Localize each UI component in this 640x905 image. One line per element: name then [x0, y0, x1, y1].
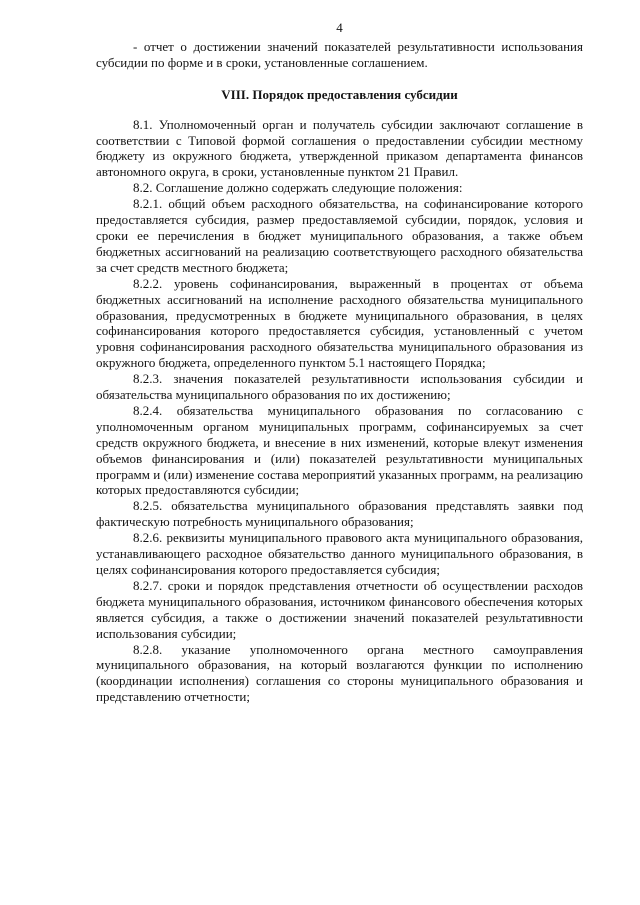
paragraph-8-2-3: 8.2.3. значения показателей результативности использования субсидии и обязательства муниципального образования по их достижению;	[96, 371, 583, 403]
paragraph-8-1: 8.1. Уполномоченный орган и получатель субсидии заключают соглашение в соответствии с Типовой формой соглашения о предоставлении субсидии местному бюджету из окружного бюджета, утвержденной приказом департамента финансов автономного округа, в сроки, установленные пунктом 21 Правил.	[96, 116, 583, 180]
section-heading: VIII. Порядок предоставления субсидии	[221, 86, 458, 102]
paragraph-8-2-6: 8.2.6. реквизиты муниципального правового акта муниципального образования, устанавливающего расходное обязательство данного муниципального образования, в целях софинансирования которого предоставляется субсидия;	[96, 530, 583, 577]
paragraph-8-2-8: 8.2.8. указание уполномоченного органа местного самоуправления муниципального образования, на который возлагаются функции по исполнению (координации исполнения) соглашения со стороны муниципального образования и представлению отчетности;	[96, 641, 583, 705]
paragraph-report-clause: - отчет о достижении значений показателей результативности использования субсидии по форме и в сроки, установленные соглашением.	[96, 38, 583, 70]
paragraph-8-2-7: 8.2.7. сроки и порядок представления отчетности об осуществлении расходов бюджета муниципального образования, источником финансового обеспечения которых является субсидия, а также о достижении значений показателей результативности использования субсидии;	[96, 577, 583, 641]
paragraph-8-2: 8.2. Соглашение должно содержать следующие положения:	[133, 180, 463, 196]
page-number: 4	[336, 20, 343, 35]
paragraph-8-2-1: 8.2.1. общий объем расходного обязательства, на софинансирование которого предоставляется субсидия, размер предоставляемой субсидии, порядок, условия и сроки ее перечисления в бюджет муниципального образования, а также объем бюджетных ассигнований на реализацию соответствующего расходного обязательства за счет средств местного бюджета;	[96, 196, 583, 275]
paragraph-8-2-2: 8.2.2. уровень софинансирования, выраженный в процентах от объема бюджетных ассигнований на исполнение расходного обязательства муниципального образования, предусмотренных в бюджете муниципального образования, в целях софинансирования которого предоставляется субсидия, установленный с учетом уровня софинансирования расходного обязательства муниципального образования из окружного бюджета, определенного пунктом 5.1 настоящего Порядка;	[96, 275, 583, 371]
paragraph-8-2-4: 8.2.4. обязательства муниципального образования по согласованию с уполномоченным органом муниципальных программ, софинансируемых за счет средств окружного бюджета, и внесение в них изменений, которые влекут изменения объемов финансирования и (или) показателей результативности муниципальных программ и (или) изменение состава мероприятий указанных программ, на реализацию которых предоставляются субсидии;	[96, 402, 584, 498]
paragraph-8-2-5: 8.2.5. обязательства муниципального образования представлять заявки под фактическую потребность муниципального образования;	[96, 498, 583, 530]
